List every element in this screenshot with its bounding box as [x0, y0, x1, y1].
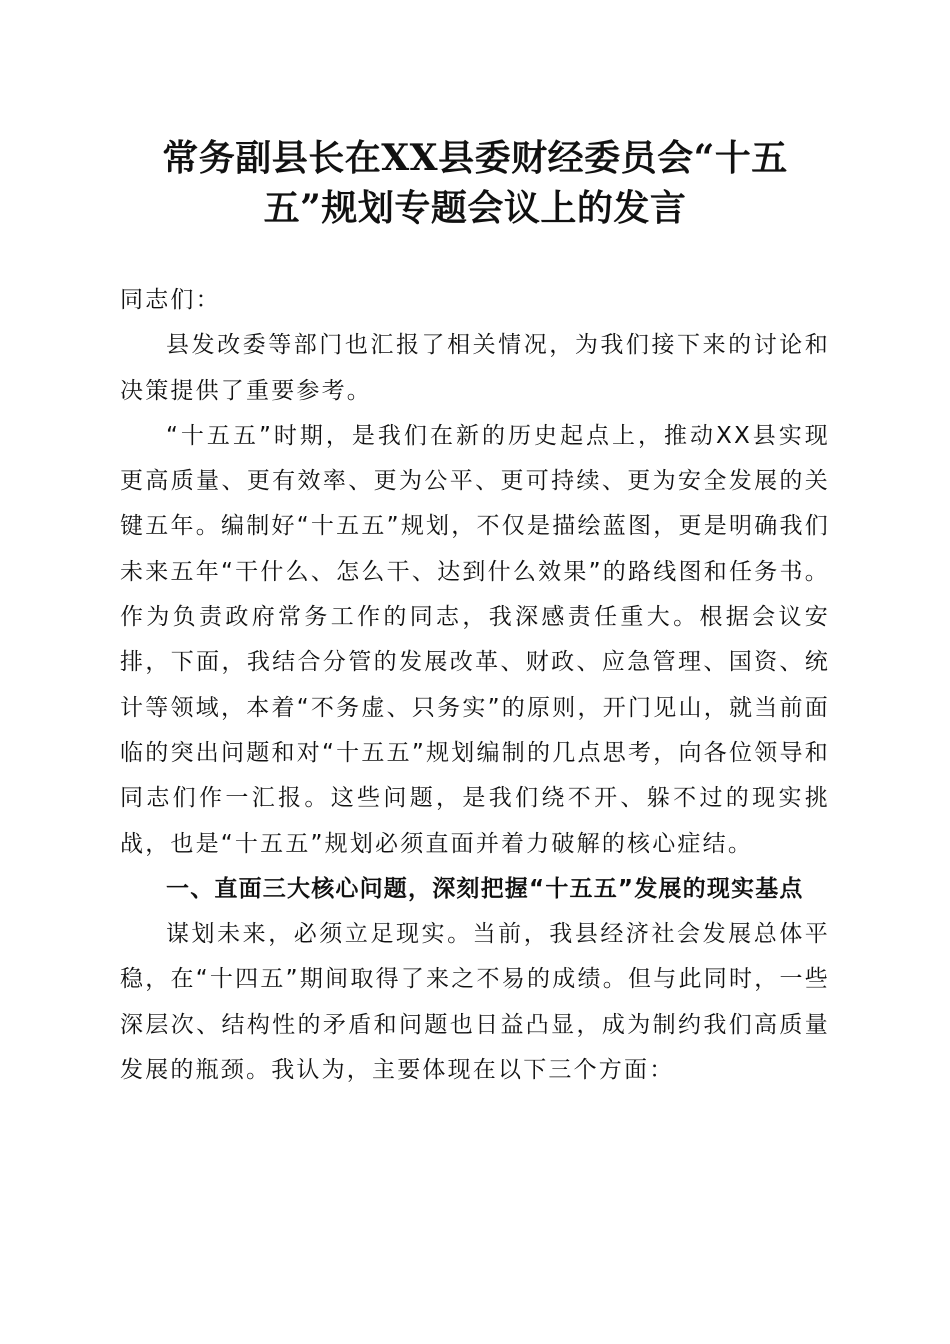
document-body	[120, 278, 830, 1093]
document-title	[120, 133, 830, 233]
paragraph-intro: 县发改委等部门也汇报了相关情况，为我们接下来的讨论和决策提供了重要参考。	[120, 332, 830, 404]
section-heading: 一、直面三大核心问题，深刻把握“十五五”发展的现实基点	[166, 875, 804, 902]
paragraph-period: “十五五”时期，是我们在新的历史起点上，推动XX县实现更高质量、更有效率、更为公平、更可持续、更为安全发展的关键五年。编制好“十五五”规划，不仅是描绘蓝图，更是明确我们未来五年“干什么、怎么干、达到什么效果”的路线图和任务书。作为负责政府常务工作的同志，我深感责任重大。根据会议安排，下面，我结合分管的发展改革、财政、应急管理、国资、统计等领域，本着“不务虚、只务实”的原则，开门见山，就当前面临的突出问题和对“十五五”规划编制的几点思考，向各位领导和同志们作一汇报。这些问题，是我们绕不开、躲不过的现实挑战，也是“十五五”规划必须直面并着力破解的核心症结。	[120, 422, 830, 857]
title-line-2: 五”规划专题会议上的发言	[263, 187, 687, 229]
title-line-1: 常务副县长在XX县委财经委员会“十五	[162, 137, 788, 179]
salutation: 同志们：	[120, 287, 221, 313]
paragraph-section-1: 谋划未来，必须立足现实。当前，我县经济社会发展总体平稳，在“十四五”期间取得了来之不易的成绩。但与此同时，一些深层次、结构性的矛盾和问题也日益凸显，成为制约我们高质量发展的瓶颈。我认为，主要体现在以下三个方面：	[120, 921, 830, 1084]
